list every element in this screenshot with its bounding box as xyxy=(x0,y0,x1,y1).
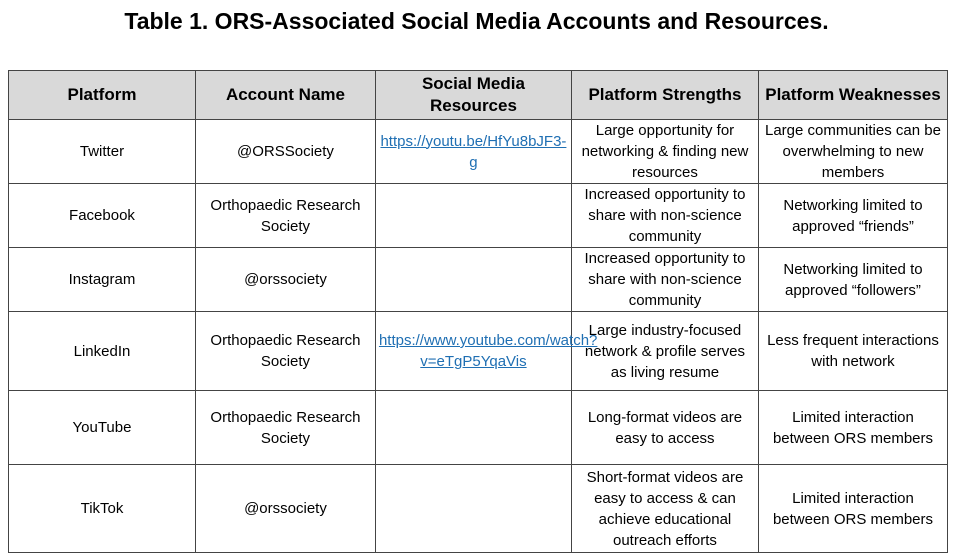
table-row xyxy=(9,184,948,248)
cell-account: @orssociety xyxy=(195,248,375,312)
cell-weaknesses: Limited interaction between ORS members xyxy=(758,465,947,553)
cell-weaknesses: Networking limited to approved “friends” xyxy=(758,184,947,248)
cell-account: Orthopaedic Research Society xyxy=(195,184,375,248)
cell-platform: Facebook xyxy=(9,184,196,248)
cell-account: Orthopaedic Research Society xyxy=(195,391,375,465)
cell-weaknesses: Limited interaction between ORS members xyxy=(758,391,947,465)
table-row xyxy=(9,312,948,391)
cell-strengths: Large opportunity for networking & finding new resources xyxy=(571,120,758,184)
cell-platform: YouTube xyxy=(9,391,196,465)
header-platform-strengths: Platform Strengths xyxy=(571,71,758,120)
social-media-table xyxy=(8,70,948,553)
cell-weaknesses: Less frequent interactions with network xyxy=(758,312,947,391)
cell-resource xyxy=(375,312,598,391)
cell-resource xyxy=(375,120,571,184)
cell-platform: Twitter xyxy=(9,120,196,184)
cell-platform: LinkedIn xyxy=(9,312,196,391)
cell-platform: TikTok xyxy=(9,465,196,553)
cell-strengths: Long-format videos are easy to access xyxy=(571,391,758,465)
resource-link[interactable]: https://youtu.be/HfYu8bJF3-g xyxy=(380,132,567,171)
header-account-name: Account Name xyxy=(195,71,375,120)
cell-strengths: Short-format videos are easy to access & can achieve educational outreach efforts xyxy=(571,465,758,553)
table-row xyxy=(9,391,948,465)
cell-strengths: Large industry-focused network & profile serves as living resume xyxy=(571,312,758,391)
cell-platform: Instagram xyxy=(9,248,196,312)
cell-strengths: Increased opportunity to share with non-science community xyxy=(571,184,758,248)
table-header-row xyxy=(9,71,948,120)
table-row xyxy=(9,120,948,184)
cell-resource xyxy=(375,184,571,248)
cell-resource xyxy=(375,391,571,465)
header-platform: Platform xyxy=(9,71,196,120)
cell-resource xyxy=(375,465,571,553)
table-title: Table 1. ORS-Associated Social Media Accounts and Resources. xyxy=(124,8,829,34)
cell-account: @ORSSociety xyxy=(195,120,375,184)
header-social-media-resources: Social Media Resources xyxy=(375,71,571,120)
header-platform-weaknesses: Platform Weaknesses xyxy=(758,71,947,120)
table-row xyxy=(9,465,948,553)
cell-weaknesses: Large communities can be overwhelming to new members xyxy=(758,120,947,184)
cell-resource xyxy=(375,248,571,312)
cell-account: Orthopaedic Research Society xyxy=(195,312,375,391)
cell-strengths: Increased opportunity to share with non-science community xyxy=(571,248,758,312)
cell-weaknesses: Networking limited to approved “followers” xyxy=(758,248,947,312)
cell-account: @orssociety xyxy=(195,465,375,553)
resource-link[interactable]: https://www.youtube.com/watch?v=eTgP5YqaVis xyxy=(378,332,598,370)
table-row xyxy=(9,248,948,312)
